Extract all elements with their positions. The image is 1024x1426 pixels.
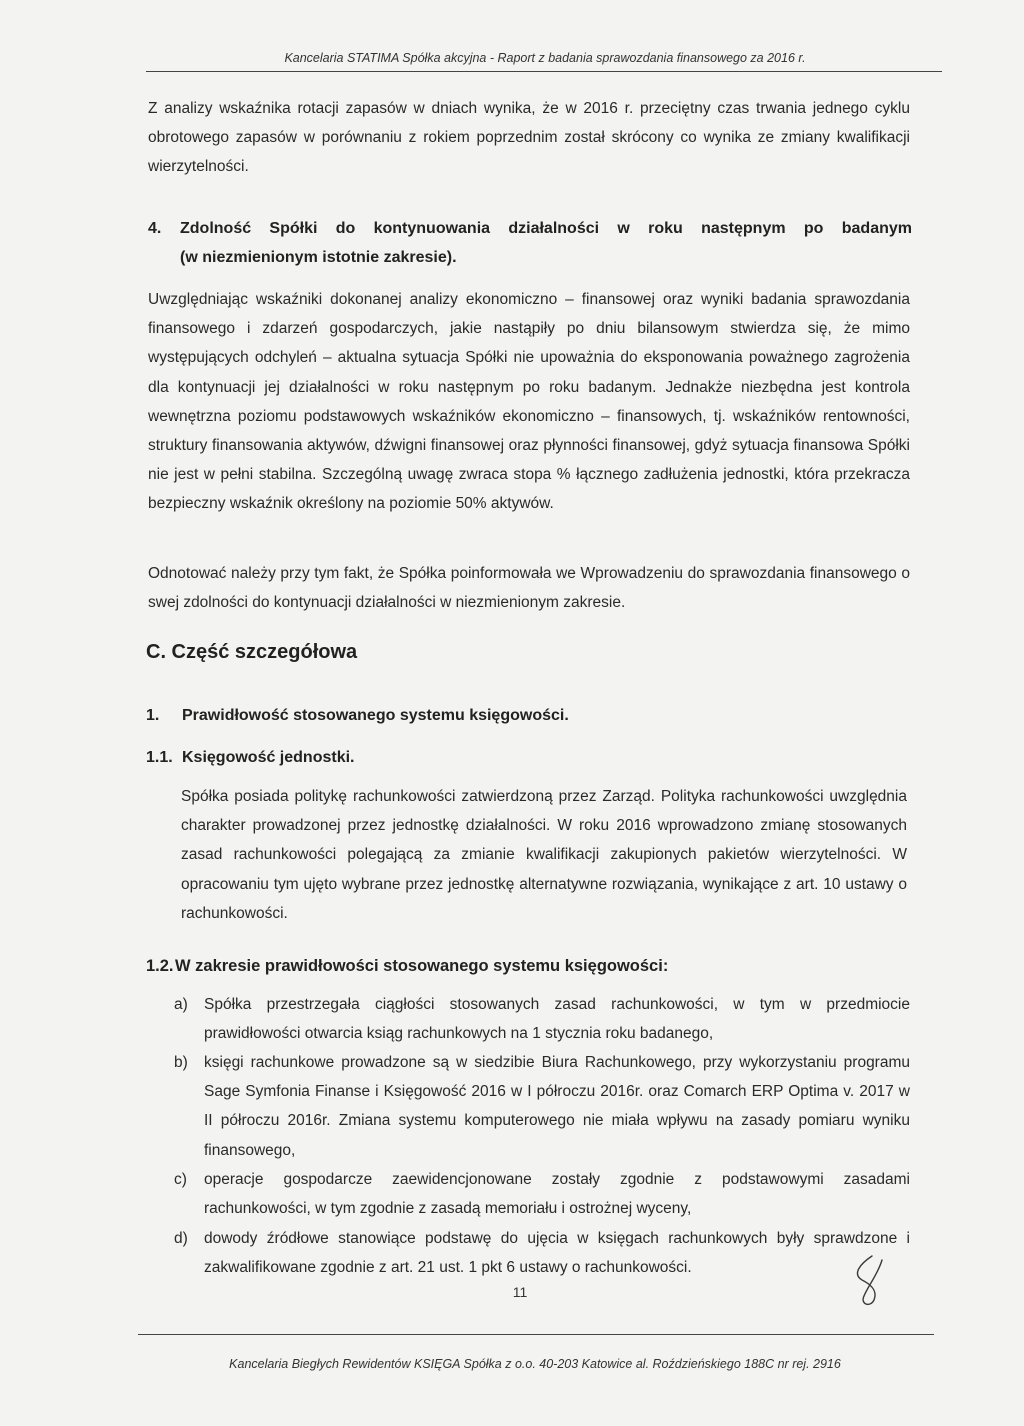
section-4-title-line1: Zdolność Spółki do kontynuowania działalności w roku następnym po badanym xyxy=(180,220,912,237)
section-1-2-title: W zakresie prawidłowości stosowanego systemu księgowości: xyxy=(175,957,669,975)
page-footer: Kancelaria Biegłych Rewidentów KSIĘGA Spółka z o.o. 40-203 Katowice al. Roździeńskiego 188C nr rej. 2916 xyxy=(229,1357,841,1371)
section-1-1-number: 1.1. xyxy=(146,749,173,766)
section-4-paragraph-1: Uwzględniając wskaźniki dokonanej analizy ekonomiczno – finansowej oraz wyniki badania sprawozdania finansowego i zdarzeń gospodarczych, jakie nastąpiły po dniu bilansowym stwierdza się, że mimo występujących odchyleń – aktualna sytuacja Spółki nie upoważnia do eksponowania poważnego zagrożenia dla kontynuacji jej działalności w roku następnym po roku badanym. Jednakże niezbędna jest kontrola wewnętrzna poziomu podstawowych wskaźników ekonomiczno – finansowych, tj. wskaźników rentowności, struktury finansowania aktywów, dźwigni finansowej oraz płynności finansowej, gdyż sytuacja finansowa Spółki nie jest w pełni stabilna. Szczególną uwagę zwraca stopa % łącznego zadłużenia jednostki, która przekracza bezpieczny wskaźnik określony na poziomie 50% aktywów. xyxy=(148,291,910,513)
section-4-title-line2: (w niezmienionym istotnie zakresie). xyxy=(180,249,457,266)
list-item-text: dowody źródłowe stanowiące podstawę do ujęcia w księgach rachunkowych były sprawdzone i zakwalifikowane zgodnie z art. 21 ust. 1 pkt 6 ustawy o rachunkowości. xyxy=(204,1230,910,1277)
list-marker: b) xyxy=(174,1054,188,1071)
list-item-text: księgi rachunkowe prowadzone są w siedzibie Biura Rachunkowego, przy wykorzystaniu programu Sage Symfonia Finanse i Księgowość 2016 w I półroczu 2016r. oraz Comarch ERP Optima v. 2017 w II półroczu 2016r. Zmiana systemu komputerowego nie miała wpływu na zasady pomiaru wyniku finansowego, xyxy=(204,1054,910,1159)
page-number: 11 xyxy=(512,1284,528,1300)
section-1-title: Prawidłowość stosowanego systemu księgowości. xyxy=(182,707,569,724)
footer-divider xyxy=(138,1334,934,1335)
list-marker: c) xyxy=(174,1171,187,1188)
initials-signature xyxy=(838,1250,888,1310)
section-1-1-title: Księgowość jednostki. xyxy=(182,749,355,766)
section-1-2-number: 1.2. xyxy=(146,957,174,975)
section-1-number: 1. xyxy=(146,707,160,724)
section-c-title: C. Część szczegółowa xyxy=(146,641,358,663)
list-item-text: operacje gospodarcze zaewidencjonowane zostały zgodnie z podstawowymi zasadami rachunkowości, w tym zgodnie z zasadą memoriału i ostrożnej wyceny, xyxy=(204,1171,910,1218)
list-item-text: Spółka przestrzegała ciągłości stosowanych zasad rachunkowości, w tym w przedmiocie prawidłowości otwarcia ksiąg rachunkowych na 1 stycznia roku badanego, xyxy=(204,996,910,1043)
intro-paragraph: Z analizy wskaźnika rotacji zapasów w dniach wynika, że w 2016 r. przeciętny czas trwania jednego cyklu obrotowego zapasów w porównaniu z rokiem poprzednim został skrócony co wynika ze zmiany kwalifikacji wierzytelności. xyxy=(148,100,910,176)
section-1-1-paragraph: Spółka posiada politykę rachunkowości zatwierdzoną przez Zarząd. Polityka rachunkowości uwzględnia charakter prowadzonej przez jednostkę działalności. W roku 2016 wprowadzono zmianę stosowanych zasad rachunkowości polegającą za zmianie kwalifikacji zakupionych pakietów wierzytelności. W opracowaniu tym ujęto wybrane przez jednostkę alternatywne rozwiązania, wynikające z art. 10 ustawy o rachunkowości. xyxy=(181,788,907,922)
section-4-paragraph-2: Odnotować należy przy tym fakt, że Spółka poinformowała we Wprowadzeniu do sprawozdania finansowego o swej zdolności do kontynuacji działalności w niezmienionym zakresie. xyxy=(148,565,910,612)
page-header: Kancelaria STATIMA Spółka akcyjna - Raport z badania sprawozdania finansowego za 2016 r. xyxy=(284,51,806,65)
list-marker: a) xyxy=(174,996,188,1013)
section-4-number: 4. xyxy=(148,220,162,237)
list-marker: d) xyxy=(174,1230,188,1247)
header-divider xyxy=(146,71,942,72)
